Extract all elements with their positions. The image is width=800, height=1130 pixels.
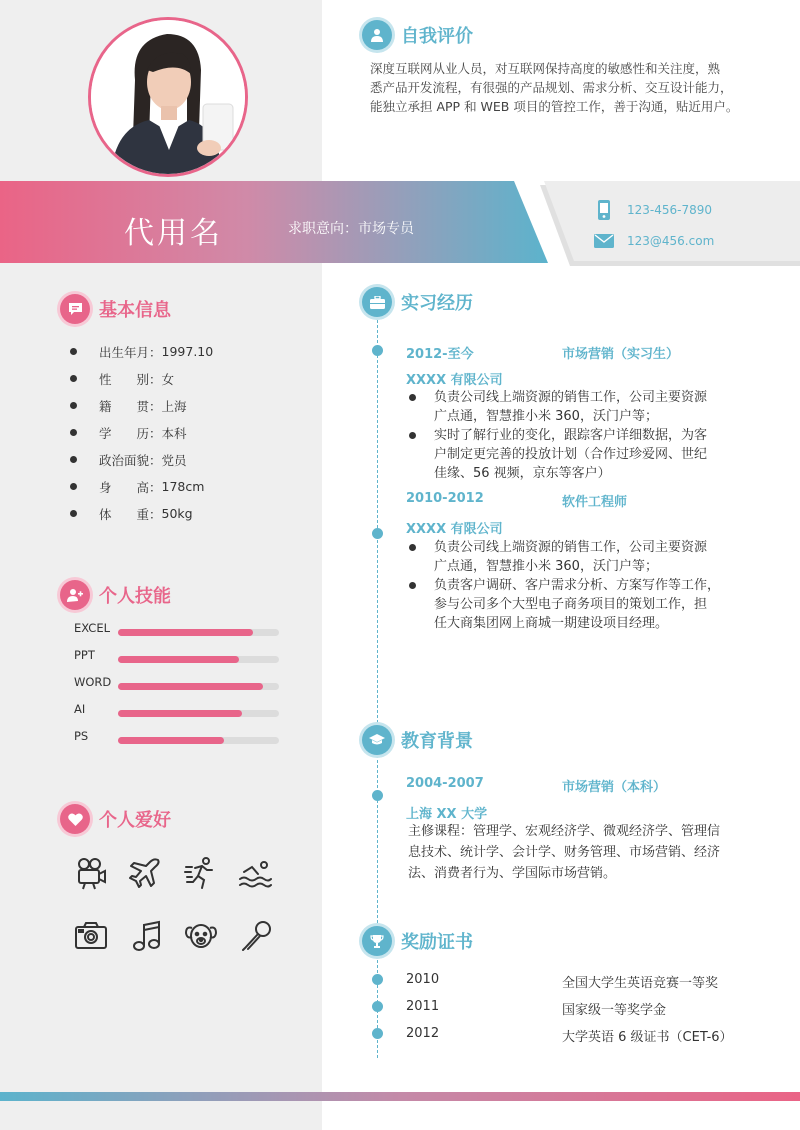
basic-info-title: 基本信息 <box>99 300 171 321</box>
footer-bar <box>0 1086 800 1095</box>
self-evaluation-title: 自我评价 <box>401 26 473 47</box>
timeline-dot <box>372 1001 383 1012</box>
job-duties <box>408 388 707 483</box>
award-year: 2010 <box>406 972 440 987</box>
info-label: 性 别： <box>99 371 162 387</box>
timeline-dot <box>372 790 383 801</box>
user-icon <box>362 20 392 50</box>
info-item-education <box>70 419 213 446</box>
info-item-weight <box>70 500 213 527</box>
award-year: 2012 <box>406 1026 440 1041</box>
job-intent: 求职意向：市场专员 <box>288 221 414 237</box>
duty-line: 负责公司线上端资源的销售工作，公司主要资源 <box>434 540 708 555</box>
duty-item <box>408 538 720 576</box>
info-item-hometown <box>70 392 213 419</box>
photo-camera-icon <box>74 919 108 953</box>
timeline-dot <box>372 1028 383 1039</box>
duty-line: 参与公司多个大型电子商务项目的策划工作，担 <box>434 597 708 612</box>
skill-item <box>74 619 284 646</box>
info-value: 党员 <box>161 452 187 468</box>
awards-heading <box>362 926 473 956</box>
skill-name: PPT <box>74 648 95 662</box>
skills-heading <box>60 580 171 610</box>
skill-level-bar <box>118 737 224 744</box>
skill-track <box>118 710 279 717</box>
basic-info-heading <box>60 294 171 324</box>
name-banner <box>0 181 548 263</box>
skill-track <box>118 737 279 744</box>
duty-line: 任大商集团网上商城一期建设项目经理。 <box>434 616 669 631</box>
skills-title: 个人技能 <box>99 586 171 607</box>
duty-line: 广点通，智慧推小米 360，沃门户等； <box>434 559 658 574</box>
timeline-dot <box>372 528 383 539</box>
info-value: 本科 <box>161 425 187 441</box>
dog-icon <box>184 919 218 953</box>
skill-item <box>74 727 284 754</box>
self-evaluation-line: 能独立承担 APP 和 WEB 项目的管控工作，善于沟通，贴近用户。 <box>370 99 739 114</box>
education-major: 市场营销（本科） <box>562 780 667 795</box>
courses-line: 息技术、统计学、会计学、财务管理、市场营销、经济 <box>408 845 721 860</box>
duty-item <box>408 426 707 483</box>
info-label: 籍 贯： <box>99 398 162 414</box>
skill-track <box>118 656 279 663</box>
info-label: 体 重： <box>99 506 162 522</box>
skill-item <box>74 700 284 727</box>
duty-line: 户制定更完善的投放计划（合作过珍爱网、世纪 <box>434 447 708 462</box>
skill-item <box>74 646 284 673</box>
award-name: 国家级一等奖学金 <box>562 1003 667 1018</box>
duty-item <box>408 388 707 426</box>
info-item-height <box>70 473 213 500</box>
courses-line: 主修课程：管理学、宏观经济学、微观经济学、管理信 <box>408 824 721 839</box>
self-evaluation-heading <box>362 20 473 50</box>
chat-icon <box>60 294 90 324</box>
hobbies-heading <box>60 804 171 834</box>
duty-line: 实时了解行业的变化，跟踪客户详细数据，为客 <box>434 428 708 443</box>
movie-camera-icon <box>74 856 108 890</box>
courses-line: 法、消费者行为、学国际市场营销。 <box>408 866 617 881</box>
skills-list <box>74 619 284 754</box>
phone-number[interactable]: 123-456-7890 <box>627 203 713 217</box>
skill-track <box>118 683 279 690</box>
microphone-icon <box>240 919 274 953</box>
job-role: 软件工程师 <box>562 495 628 510</box>
contact-card <box>540 181 800 266</box>
job-period: 2010-2012 <box>406 491 484 506</box>
skill-name: PS <box>74 729 89 743</box>
hobbies-title: 个人爱好 <box>99 810 171 831</box>
internship-heading <box>362 287 473 317</box>
info-label: 学 历： <box>99 425 162 441</box>
skill-name: WORD <box>74 675 112 689</box>
swimming-icon <box>238 856 272 890</box>
info-label: 身 高： <box>99 479 162 495</box>
basic-info-list <box>70 338 213 527</box>
job-role: 市场营销（实习生） <box>562 347 680 362</box>
running-icon <box>184 856 218 890</box>
self-evaluation-line: 深度互联网从业人员，对互联网保持高度的敏感性和关注度，熟 <box>370 61 721 76</box>
airplane-icon <box>128 856 162 890</box>
info-value: 1997.10 <box>161 344 214 359</box>
education-heading <box>362 725 473 755</box>
duty-item <box>408 576 720 633</box>
award-name: 全国大学生英语竞赛一等奖 <box>562 976 719 991</box>
skill-name: EXCEL <box>74 621 111 635</box>
education-courses <box>408 821 766 884</box>
email-row <box>593 234 714 248</box>
briefcase-icon <box>362 287 392 317</box>
skill-level-bar <box>118 683 263 690</box>
user-plus-icon <box>60 580 90 610</box>
job-company: XXXX 有限公司 <box>406 522 503 537</box>
skill-level-bar <box>118 710 242 717</box>
info-value: 上海 <box>161 398 187 414</box>
skill-level-bar <box>118 656 239 663</box>
heart-icon <box>60 804 90 834</box>
info-value: 178cm <box>161 479 205 494</box>
email-address[interactable]: 123@456.com <box>627 234 715 248</box>
job-company: XXXX 有限公司 <box>406 373 503 388</box>
info-item-political <box>70 446 213 473</box>
awards-title: 奖励证书 <box>401 932 473 953</box>
info-item-gender <box>70 365 213 392</box>
info-value: 女 <box>161 371 175 387</box>
job-duties <box>408 538 720 633</box>
phone-icon <box>593 199 615 221</box>
education-period: 2004-2007 <box>406 776 484 791</box>
profile-photo <box>88 17 248 177</box>
self-evaluation-line: 悉产品开发流程，有很强的产品规划、需求分析、交互设计能力， <box>370 80 733 95</box>
info-value: 50kg <box>161 506 193 521</box>
graduation-cap-icon <box>362 725 392 755</box>
music-note-icon <box>130 919 164 953</box>
candidate-name: 代用名 <box>124 216 223 251</box>
skill-item <box>74 673 284 700</box>
duty-line: 广点通，智慧推小米 360，沃门户等； <box>434 409 658 424</box>
award-year: 2011 <box>406 999 440 1014</box>
skill-track <box>118 629 279 636</box>
education-school: 上海 XX 大学 <box>406 807 488 822</box>
mail-icon <box>593 234 615 248</box>
self-evaluation-text <box>370 59 772 116</box>
info-label: 出生年月： <box>99 344 162 360</box>
internship-title: 实习经历 <box>401 293 473 314</box>
duty-line: 佳缘、56 视频，京东等客户） <box>434 466 611 481</box>
phone-row <box>593 199 712 221</box>
timeline-dot <box>372 345 383 356</box>
duty-line: 负责客户调研、客户需求分析、方案写作等工作， <box>434 578 721 593</box>
skill-level-bar <box>118 629 253 636</box>
timeline-dot <box>372 974 383 985</box>
trophy-icon <box>362 926 392 956</box>
education-title: 教育背景 <box>401 731 473 752</box>
skill-name: AI <box>74 702 86 716</box>
award-name: 大学英语 6 级证书（CET-6） <box>562 1030 733 1045</box>
duty-line: 负责公司线上端资源的销售工作，公司主要资源 <box>434 390 708 405</box>
job-period: 2012-至今 <box>406 347 474 362</box>
info-label: 政治面貌： <box>99 452 162 468</box>
info-item-birth <box>70 338 213 365</box>
